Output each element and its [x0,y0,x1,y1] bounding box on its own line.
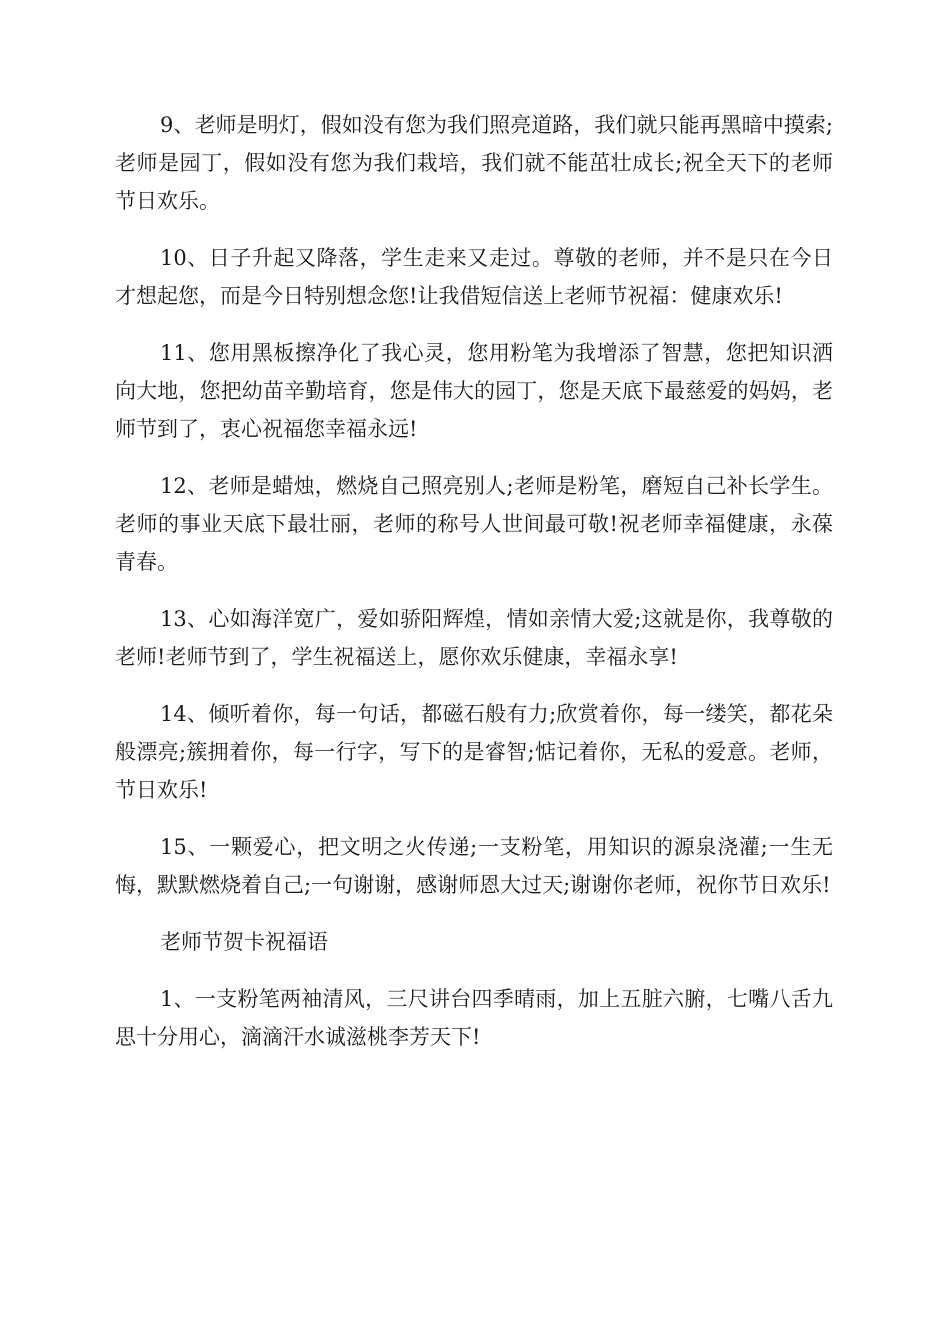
paragraph-10: 10、日子升起又降落，学生走来又走过。尊敬的老师，并不是只在今日才想起您，而是今日特别想念您!让我借短信送上老师节祝福：健康欢乐! [115,246,833,308]
paragraph-15: 15、一颗爱心，把文明之火传递;一支粉笔，用知识的源泉浇灌;一生无悔，默默燃烧着自己;一句谢谢，感谢师恩大过天;谢谢你老师，祝你节日欢乐! [115,835,833,897]
section-heading: 老师节贺卡祝福语 [160,930,328,954]
paragraph-9: 9、老师是明灯，假如没有您为我们照亮道路，我们就只能再黑暗中摸索;老师是园丁，假如没有您为我们栽培，我们就不能茁壮成长;祝全天下的老师节日欢乐。 [115,113,833,213]
paragraph-12: 12、老师是蜡烛，燃烧自己照亮别人;老师是粉笔，磨短自己补长学生。老师的事业天底下最壮丽，老师的称号人世间最可敬!祝老师幸福健康，永葆青春。 [115,474,833,574]
section-paragraph-1: 1、一支粉笔两袖清风，三尺讲台四季晴雨，加上五脏六腑，七嘴八舌九思十分用心，滴滴汗水诚滋桃李芳天下! [115,987,833,1049]
document-page [115,106,833,1075]
paragraph-14: 14、倾听着你，每一句话，都磁石般有力;欣赏着你，每一缕笑，都花朵般漂亮;簇拥着你，每一行字，写下的是睿智;惦记着你，无私的爱意。老师，节日欢乐! [115,702,833,802]
paragraph-13: 13、心如海洋宽广，爱如骄阳辉煌，情如亲情大爱;这就是你，我尊敬的老师!老师节到了，学生祝福送上，愿你欢乐健康，幸福永享! [115,607,833,669]
paragraph-11: 11、您用黑板擦净化了我心灵，您用粉笔为我增添了智慧，您把知识洒向大地，您把幼苗辛勤培育，您是伟大的园丁，您是天底下最慈爱的妈妈，老师节到了，衷心祝福您幸福永远! [115,341,833,441]
